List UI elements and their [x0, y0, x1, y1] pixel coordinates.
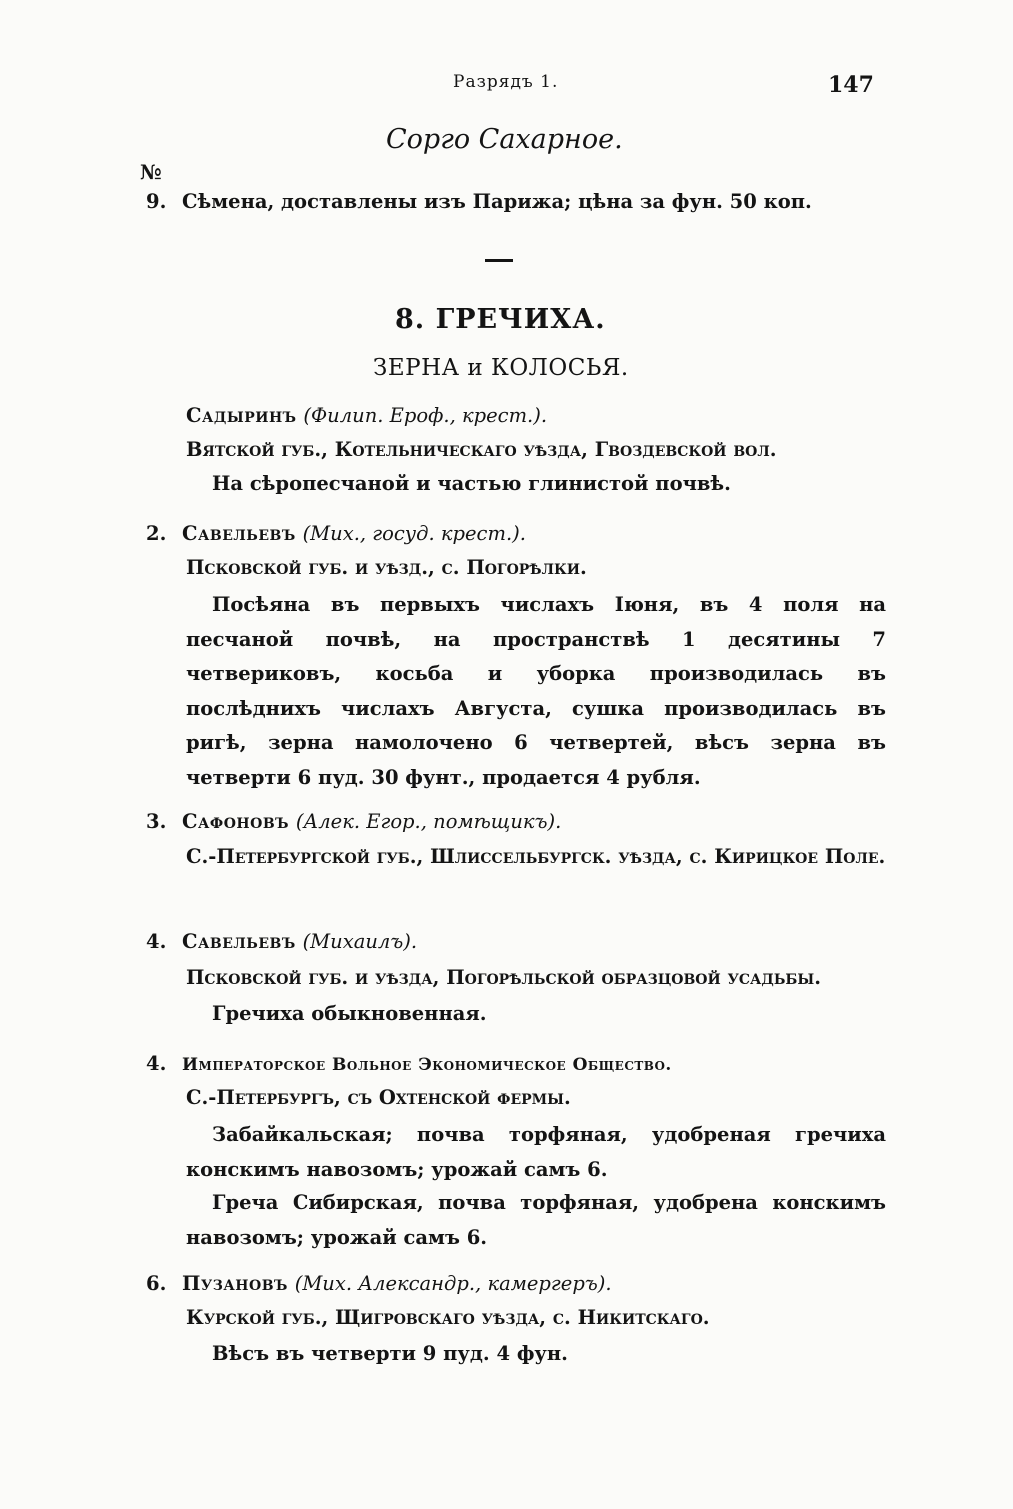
entry-number: 2. — [146, 522, 167, 545]
section-label: Разрядъ 1. — [453, 72, 559, 92]
exhibitor-detail: (Алек. Егор., помѣщикъ). — [295, 810, 562, 833]
page-number: 147 — [828, 72, 874, 98]
entry-heading — [146, 522, 526, 545]
sorgo-entry — [146, 190, 812, 213]
exhibitor-detail: (Мих., госуд. крест.). — [302, 522, 526, 545]
section-subtitle: ЗЕРНА и КОЛОСЬЯ. — [373, 355, 629, 381]
section-title: 8. ГРЕЧИХА. — [395, 304, 606, 335]
exhibitor-detail: (Михаилъ). — [302, 930, 418, 953]
entry-heading — [146, 1272, 612, 1295]
entry-location: С.-Петербургской губ., Шлиссельбургск. уѣзда, с. Кирицкое Поле. — [186, 845, 886, 868]
entry-note: Забайкальская; почва торфяная, удобреная гречиха конскимъ навозомъ; урожай самъ 6. — [186, 1123, 886, 1181]
exhibitor-name: Сафоновъ — [182, 810, 290, 833]
entry-note: Посѣяна въ первыхъ числахъ Іюня, въ 4 поля на песчаной почвѣ, на пространствѣ 1 десятины 7 четвериковъ, косьба и уборка производилась въ послѣднихъ числахъ Августа, сушка производилась въ ригѣ, зерна намолочено 6 четвертей, вѣсъ зерна въ четверти 6 пуд. 30 фунт., продается 4 рубля. — [186, 593, 886, 789]
entry-text: Сѣмена, доставлены изъ Парижа; цѣна за фун. 50 коп. — [182, 190, 812, 213]
entry-note: На сѣропесчаной и частью глинистой почвѣ. — [212, 472, 731, 495]
exhibitor-detail: (Мих. Александр., камергеръ). — [294, 1272, 612, 1295]
entry-heading — [146, 810, 561, 833]
entry-location: Псковской губ. и уѣзда, Погорѣльской образцовой усадьбы. — [186, 966, 821, 989]
entry-number: 4. — [146, 1052, 167, 1075]
entry-heading — [186, 404, 547, 427]
entry-note: Греча Сибирская, почва торфяная, удобрена конскимъ навозомъ; урожай самъ 6. — [186, 1191, 886, 1249]
exhibitor-detail: (Филип. Ероф., крест.). — [303, 404, 548, 427]
exhibitor-name: Пузановъ — [182, 1272, 288, 1295]
entry-heading — [146, 1052, 672, 1075]
entry-location: Псковской губ. и уѣзд., с. Погорѣлки. — [186, 556, 587, 579]
sorgo-title: Сорго Сахарное. — [386, 124, 623, 155]
entry-heading — [146, 930, 417, 953]
entry-number: 9. — [146, 190, 167, 213]
entry-location: С.-Петербургъ, съ Охтенской фермы. — [186, 1086, 571, 1109]
entry-number: 6. — [146, 1272, 167, 1295]
number-sign: № — [140, 160, 162, 184]
entry-location: Вятской губ., Котельническаго уѣзда, Гвоздевской вол. — [186, 438, 777, 461]
entry-note: Гречиха обыкновенная. — [212, 1002, 487, 1025]
divider — [485, 259, 513, 262]
exhibitor-name: Императорское Вольное Экономическое Общество. — [182, 1055, 672, 1075]
entry-location: Курской губ., Щигровскаго уѣзда, с. Никитскаго. — [186, 1306, 710, 1329]
exhibitor-name: Савельевъ — [182, 930, 296, 953]
entry-note: Вѣсъ въ четверти 9 пуд. 4 фун. — [212, 1342, 568, 1365]
entry-number: 3. — [146, 810, 167, 833]
exhibitor-name: Садыринъ — [186, 404, 297, 427]
exhibitor-name: Савельевъ — [182, 522, 296, 545]
entry-number: 4. — [146, 930, 167, 953]
